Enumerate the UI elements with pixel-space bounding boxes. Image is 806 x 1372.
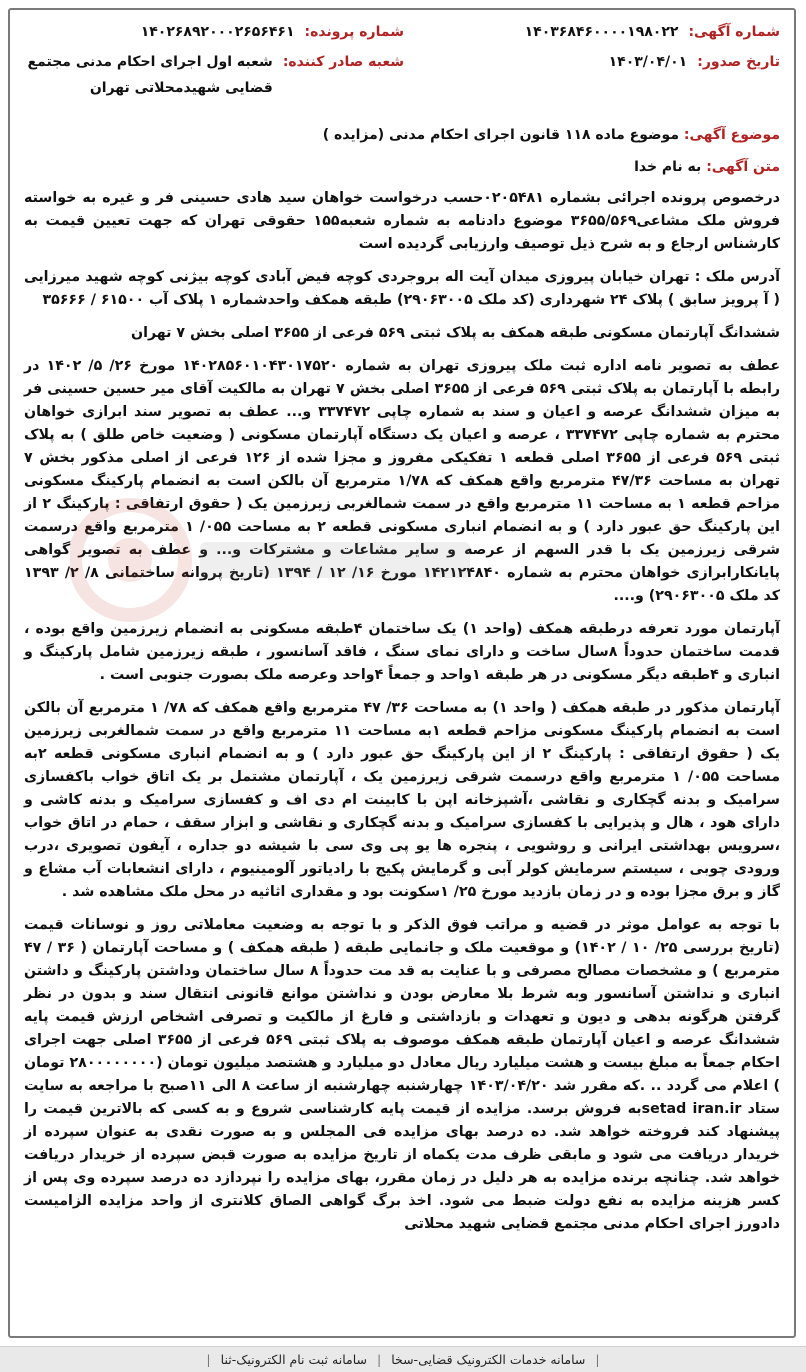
issue-date-label: تاریخ صدور: [697, 54, 780, 70]
body-intro-text: به نام خدا [634, 159, 702, 175]
case-number-label: شماره پرونده: [304, 24, 404, 40]
issue-date-value: ۱۴۰۳/۰۴/۰۱ [608, 54, 688, 70]
subject-line [24, 127, 780, 143]
footer-separator: | [376, 1352, 382, 1367]
body-intro [24, 159, 780, 175]
footer-bar [0, 1346, 806, 1372]
issue-date [410, 54, 780, 101]
paragraph-address: آدرس ملک : تهران خیابان پیروزی میدان آیت اله بروجردی کوچه فیض آبادی کوچه بیژنی کوچه شهید میرزایی ( آ پرویز سابق ) پلاک ۲۴ شهرداری (کد ملک ۲۹۰۶۳۰۰۵) طبقه همکف واحدشماره ۱ پلاک آب ۶۱۵۰۰ / ۳۵۶۶۶ [24, 269, 780, 308]
footer-separator: | [595, 1352, 600, 1367]
footer-link-sana[interactable]: سامانه ثبت نام الکترونیک-ثنا [220, 1352, 367, 1367]
issuer-label: شعبه صادر کننده: [282, 54, 404, 70]
ad-number-value: ۱۴۰۳۶۸۴۶۰۰۰۰۱۹۸۰۲۲ [524, 24, 679, 40]
subject-text: موضوع ماده ۱۱۸ قانون اجرای احکام مدنی (مزایده ) [322, 127, 679, 143]
ad-number-label: شماره آگهی: [688, 24, 780, 40]
ad-number [410, 24, 780, 40]
case-number-value: ۱۴۰۲۶۸۹۲۰۰۰۲۶۵۶۴۶۱ [140, 24, 295, 40]
paragraph-registry: عطف به تصویر نامه اداره ثبت ملک پیروزی تهران به شماره ۱۴۰۲۸۵۶۰۱۰۴۳۰۱۷۵۲۰ مورخ ۲۶/ ۵/ ۱۴۰۲ در رابطه با آپارتمان به پلاک ثبتی ۵۶۹ فرعی از ۳۶۵۵ اصلی بخش ۷ تهران به مالکیت آقای میر حسین حسینی فر به میزان ششدانگ عرصه و اعیان و سند به شماره چاپی ۳۳۷۴۷۲ و... عطف به تصویر سند ابرازی خواهان محترم به شماره چاپی ۳۳۷۴۷۲ ، عرصه و اعیان یک دستگاه آپارتمان مسکونی ( وضعیت خاص طلق ) به پلاک ثبتی ۵۶۹ فرعی از ۳۶۵۵ اصلی قطعه ۱ تفکیکی مفروز و مجزا شده از ۱۲۶ فرعی از اصلی مذکور بخش ۷ تهران به مساحت ۴۷/۳۶ مترمربع واقع همکف که ۱/۷۸ مترمربع آن بالکن است به انضمام پارکینگ مسکونی مزاحم قطعه ۱ به مساحت ۱۱ مترمربع واقع در سمت شمالغربی زیرزمین یک ( حقوق ارتفاقی : پارکینگ ۲ از این پارکینگ حق عبور دارد ) و به انضمام انباری مسکونی قطعه ۲ به مساحت ۰۵۵/ ۱ مترمربع واقع درسمت شرقی زیرزمین یک با قدر السهم از عرصه و سایر مشاعات و مشترکات و... و عطف به تصویر گواهی پایانکارابرازی خواهان محترم به شماره ۱۴۲۱۲۴۸۴۰ مورخ ۱۶/ ۱۲ / ۱۳۹۴ (تاریخ پروانه ساختمانی ۸/ ۲/ ۱۳۹۳ کد ملک ۲۹۰۶۳۰۰۵) و.... [24, 358, 781, 604]
notice-frame [8, 8, 796, 1338]
meta-row-1 [24, 24, 780, 40]
meta-row-2 [24, 54, 780, 101]
paragraph-valuation: با توجه به عوامل موثر در قضیه و مراتب فوق الذکر و با توجه به وضعیت معاملاتی روز و نوسانات قیمت (تاریخ بررسی ۲۵/ ۱۰ / ۱۴۰۲) و موقعیت ملک و جانمایی طبقه ( طبقه همکف ) و مساحت آپارتمان ( ۳۶ / ۴۷ مترمربع ) و مشخصات مصالح مصرفی و با عنایت به قد مت حدوداً ۸ سال ساختمان وداشتن پارکینگ و داشتن انباری و نداشتن آسانسور وبه شرط بلا معارض بودن و نداشتن موانع قانونی انتقال سند و بدون در نظر گرفتن هرگونه بدهی و دیون و تعهدات و بازداشتی و فارغ از مالکیت و تصرفی اشخاص ارزش قیمت پایه ششدانگ عرصه و اعیان آپارتمان طبقه همکف موصوف به پلاک ثبتی ۵۶۹ فرعی از ۳۶۵۵ اصلی جهت اجرای احکام جمعاً به مبلغ بیست و هشت میلیارد ریال معادل دو میلیارد و هشتصد میلیون تومان (۲۸۰۰۰۰۰۰۰۰ تومان ) اعلام می گردد .. .که مقرر شد ۱۴۰۳/۰۴/۲۰ چهارشنبه چهارشنبه از ساعت ۸ الی ۱۱صبح با مراجعه به سایت ستاد setad iran.irبه فروش برسد. مزایده از قیمت پایه کارشناسی شروع و به کسی که بالاترین قیمت را پیشنهاد کند فروخته خواهد شد. ده درصد بهای مزایده فی المجلس و به صورت نقدی به عنوان سپرده از خریدار دریافت می شود و مابقی ظرف مدت یکماه از تاریخ مزایده به صورت قبض سپرده از خریدار دریافت خواهد شد. چنانچه برنده مزایده به هر دلیل در زمان مقرر، بهای مزایده را نپردازد ده درصد سپرده وی پس از کسر هزینه مزایده به نفع دولت ضبط می شود. اخذ برگ گواهی الصاق کلانتری از واحد مزایده الزامیست دادورز اجرای احکام مدنی مجتمع قضایی شهید محلاتی [24, 917, 781, 1232]
body-label: متن آگهی: [706, 159, 780, 175]
issuer-value: شعبه اول اجرای احکام مدنی مجتمع قضایی شهیدمحلاتی تهران [27, 54, 273, 96]
case-number [24, 24, 404, 40]
footer-link-sakha[interactable]: سامانه خدمات الکترونیک قضایی-سخا [391, 1352, 586, 1367]
paragraph-property: ششدانگ آپارتمان مسکونی طبقه همکف به پلاک ثبتی ۵۶۹ فرعی از ۳۶۵۵ اصلی بخش ۷ تهران [130, 325, 780, 341]
paragraph-request: درخصوص پرونده اجرائی بشماره ۰۲۰۵۴۸۱حسب درخواست خواهان سید هادی حسینی فر و غیره به خواسته فروش ملک مشاعی۳۶۵۵/۵۶۹ موضوع دادنامه به شماره شعبه۱۵۵ حقوقی تهران که جهت تعیین قیمت به کارشناس ارجاع و به شرح ذیل توصیف وارزیابی گردیده است [24, 190, 781, 252]
subject-label: موضوع آگهی: [683, 127, 780, 143]
footer-separator: | [206, 1352, 211, 1367]
paragraph-description: آپارتمان مذکور در طبقه همکف ( واحد ۱) به مساحت ۳۶/ ۴۷ مترمربع واقع همکف که ۷۸/ ۱ مترمربع آن بالکن است به انضمام پارکینگ مسکونی مزاحم قطعه ۱به مساحت ۱۱ مترمربع واقع در سمت شمالغربی زیرزمین یک ( حقوق ارتفاقی : پارکینگ ۲ از این پارکینگ حق عبور دارد ) و به انضمام انباری مسکونی قطعه ۲به مساحت ۰۵۵/ ۱ مترمربع واقع درسمت شرقی زیرزمین یک ، آپارتمان مشتمل بر یک اتاق خواب باکفسازی سرامیک و بدنه گچکاری و نقاشی ،آشپزخانه اپن با کابینت ام دی اف و کفسازی سرامیک و بدنه کاشی و دارای هود ، هال و پذیرایی با کفسازی سرامیک و بدنه گچکاری و نقاشی و ابزار سقف ، حمام در اتاق خواب ،سرویس بهداشتی ایرانی و روشویی ، پنجره ها یو پی وی سی با شیشه دو جداره ، آیفون تصویری ،درب ورودی چوبی ، سیستم سرمایش کولر آبی و گرمایش پکیج با رادیاتور آلومینیوم ، دارای انشعابات آب مشاع و گاز و برق مجزا بوده و در زمان بازدید مورخ ۲۵/ ۱سکونت بود و مقداری اثاثیه در محل ملک مشاهده شد . [24, 700, 781, 900]
paragraph-building: آپارتمان مورد تعرفه درطبقه همکف (واحد ۱) یک ساختمان ۴طبقه مسکونی به انضمام زیرزمین واقع بوده ، قدمت ساختمان حدوداً ۸سال ساخت و دارای نمای سنگ ، فاقد آسانسور ، طبقه زیرزمین شامل پارکینگ و انباری و ۴طبقه دیگر مسکونی در هر طبقه ۱واحد و جمعاً ۴واحد وعرصه ملک بصورت جنوبی است . [24, 621, 781, 683]
issuer [24, 54, 404, 101]
